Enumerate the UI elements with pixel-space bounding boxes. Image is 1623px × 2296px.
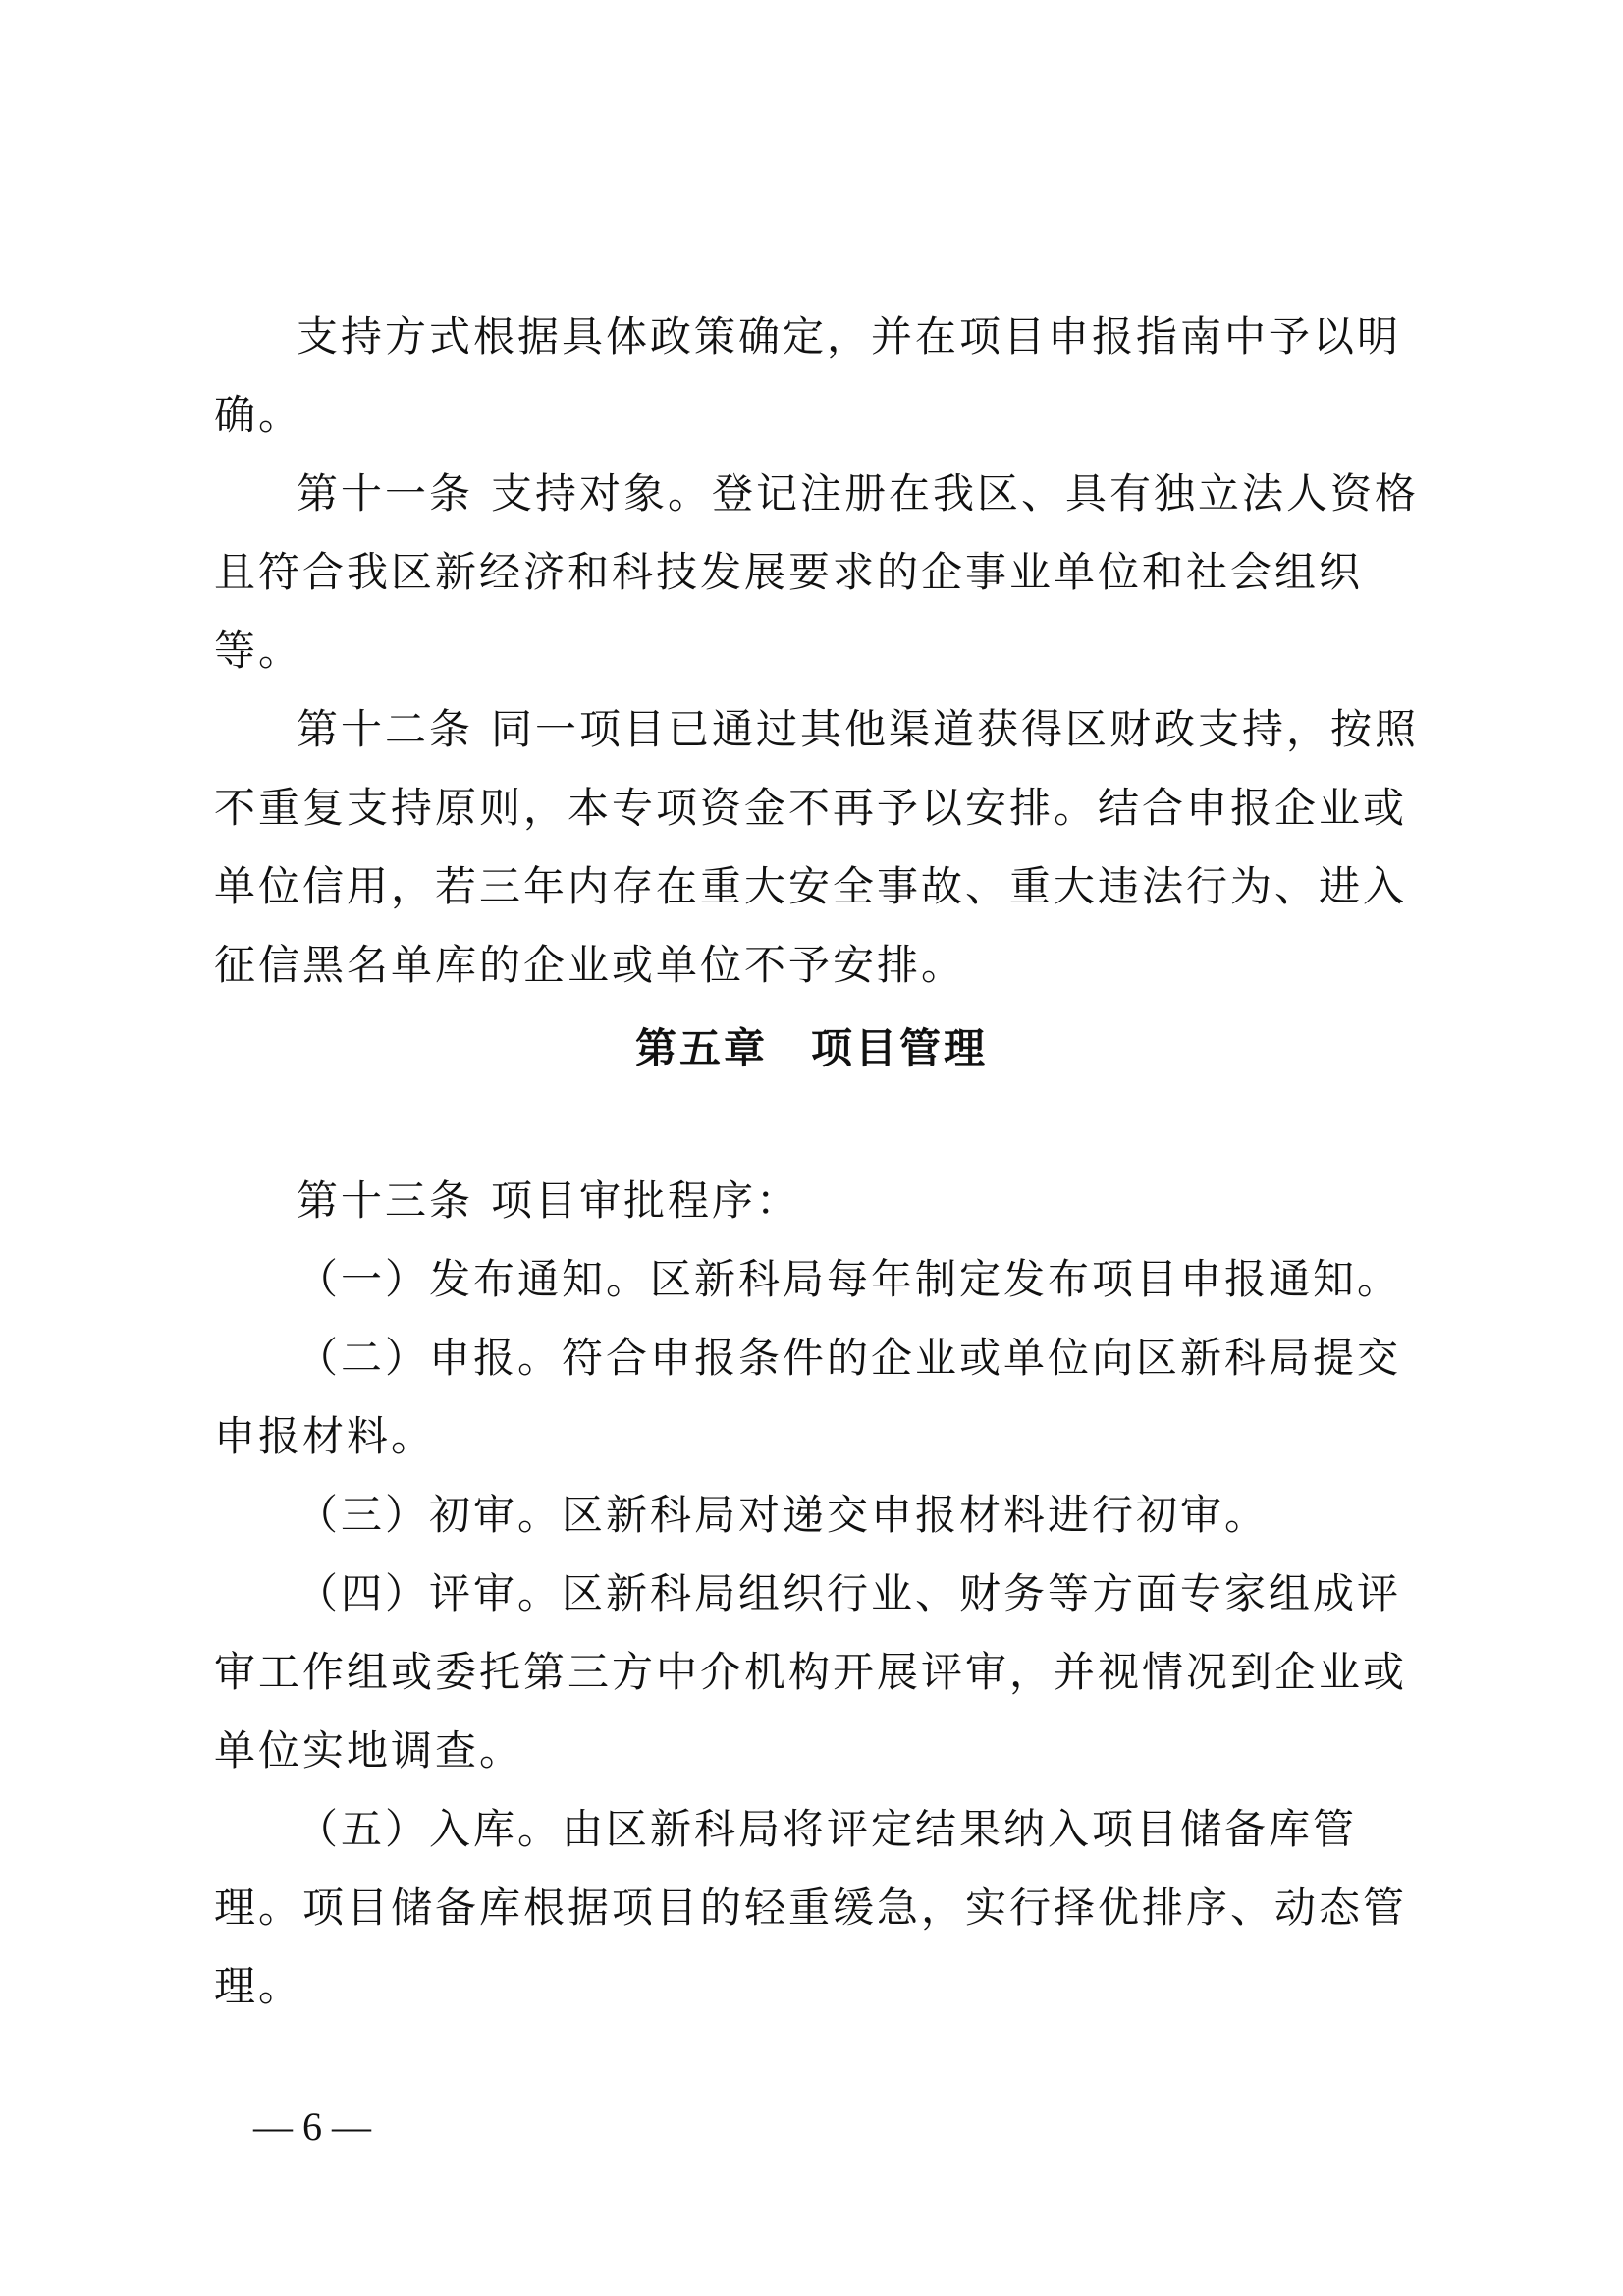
article-13-text: 项目审批程序： bbox=[491, 1176, 801, 1225]
chapter-number: 第五章 bbox=[634, 1024, 768, 1072]
article-11-heading: 第十一条 bbox=[297, 469, 474, 518]
paragraph-text: 支持方式根据具体政策确定，并在项目申报指南中予以明确。 bbox=[214, 312, 1402, 439]
article-11-text: 支持对象。登记注册在我区、具有独立法人资格且符合我区新经济和科技发展要求的企事业单位和社会组织等。 bbox=[214, 469, 1420, 675]
procedure-item-3: （三）初审。区新科局对递交申报材料进行初审。 bbox=[297, 1491, 1270, 1539]
procedure-item-2: （二）申报。符合申报条件的企业或单位向区新科局提交申报材料。 bbox=[214, 1334, 1402, 1460]
article-12-text: 同一项目已通过其他渠道获得区财政支持，按照不重复支持原则，本专项资金不再予以安排。结合申报企业或单位信用，若三年内存在重大安全事故、重大违法行为、进入征信黑名单库的企业或单位不予安排。 bbox=[214, 705, 1420, 989]
chapter-heading bbox=[0, 1010, 1623, 1088]
page-number: — 6 — bbox=[253, 2105, 371, 2149]
procedure-item-5: （五）入库。由区新科局将评定结果纳入项目储备库管理。项目储备库根据项目的轻重缓急，实行择优排序、动态管理。 bbox=[214, 1805, 1408, 2010]
article-13 bbox=[214, 1162, 1420, 1240]
body-text-lower bbox=[214, 1162, 1420, 2026]
procedure-item-1: （一）发布通知。区新科局每年制定发布项目申报通知。 bbox=[297, 1255, 1402, 1303]
paragraph-support-method bbox=[214, 298, 1420, 455]
procedure-item-4: （四）评审。区新科局组织行业、财务等方面专家组成评审工作组或委托第三方中介机构开展评审，并视情况到企业或单位实地调查。 bbox=[214, 1569, 1408, 1775]
article-12-heading: 第十二条 bbox=[297, 705, 474, 753]
body-text-upper bbox=[214, 298, 1420, 1005]
article-12 bbox=[214, 690, 1420, 1005]
article-11 bbox=[214, 455, 1420, 690]
article-13-heading: 第十三条 bbox=[297, 1176, 474, 1225]
chapter-title: 项目管理 bbox=[811, 1024, 989, 1072]
